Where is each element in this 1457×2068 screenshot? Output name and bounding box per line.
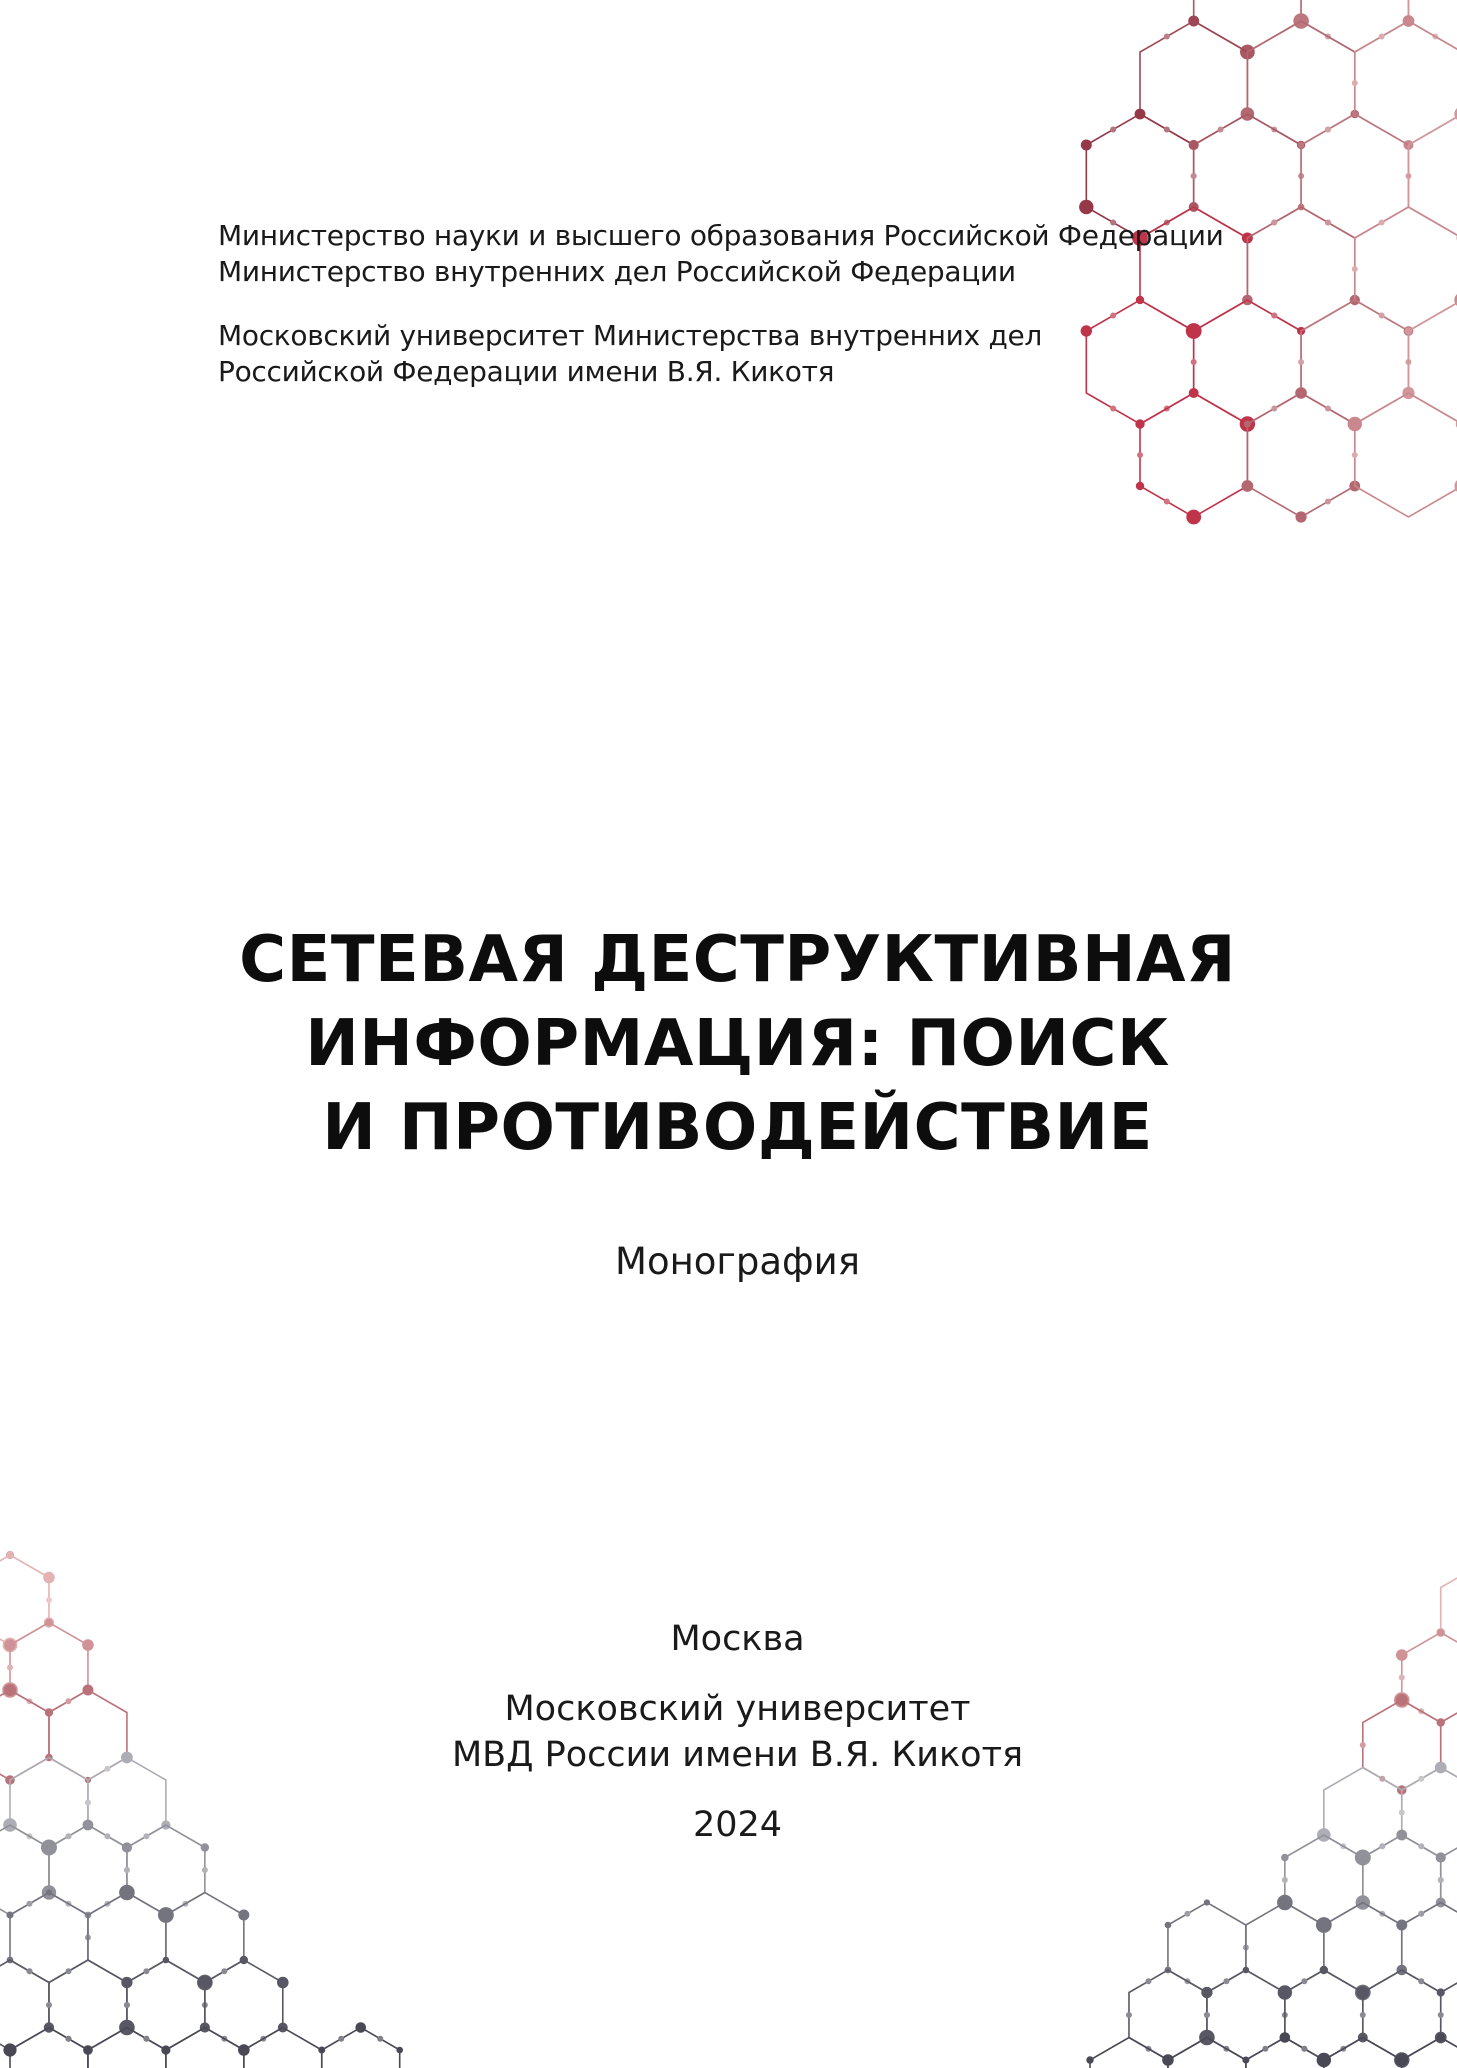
hexagon-cell bbox=[10, 2028, 88, 2068]
hexagon-cell bbox=[1402, 1903, 1457, 1993]
network-node bbox=[124, 1867, 130, 1873]
network-node bbox=[1437, 2033, 1445, 2041]
publisher-line-1: Московский университет bbox=[504, 1689, 971, 1729]
title-line-2: ИНФОРМАЦИЯ: ПОИСК bbox=[305, 1007, 1170, 1081]
network-node bbox=[1352, 111, 1358, 117]
network-node bbox=[199, 1977, 210, 1988]
network-node bbox=[1282, 1877, 1288, 1883]
network-node bbox=[26, 1968, 32, 1974]
hexagon-cell bbox=[166, 2028, 244, 2068]
title-line-3: И ПРОТИВОДЕЙСТВИЕ bbox=[322, 1091, 1153, 1165]
network-node bbox=[1164, 499, 1170, 505]
hexagon-cell bbox=[1408, 114, 1457, 238]
network-node bbox=[1356, 1986, 1369, 1999]
network-node bbox=[1298, 359, 1304, 365]
network-node bbox=[26, 1901, 32, 1907]
network-node bbox=[163, 1957, 170, 1964]
network-node bbox=[65, 1968, 71, 1974]
hexagon-cell bbox=[1247, 21, 1354, 145]
network-node bbox=[1352, 266, 1358, 272]
network-node bbox=[1145, 1978, 1151, 1984]
hexagon-cell bbox=[205, 1960, 283, 2050]
hexagon-cell bbox=[49, 1960, 127, 2050]
ministry-of-science-line: Министерство науки и высшего образования Российской Федерации bbox=[218, 219, 1224, 252]
network-node bbox=[355, 2022, 366, 2033]
university-line-1: Московский университет Министерства внутренних дел bbox=[218, 319, 1043, 352]
network-node bbox=[1164, 34, 1170, 40]
network-node bbox=[124, 2002, 130, 2008]
imprint bbox=[0, 1616, 1457, 1848]
hexagon-cell bbox=[1402, 2038, 1457, 2068]
network-node bbox=[238, 1910, 249, 1921]
publisher-line-2: МВД России имени В.Я. Кикотя bbox=[451, 1735, 1024, 1775]
hexagon-cell bbox=[1363, 1835, 1441, 1925]
network-node bbox=[1135, 419, 1144, 428]
network-node bbox=[1325, 499, 1331, 505]
network-node bbox=[1316, 1917, 1332, 1933]
network-node bbox=[1296, 388, 1307, 399]
network-node bbox=[1271, 220, 1277, 226]
network-node bbox=[1191, 173, 1197, 179]
network-node bbox=[46, 2002, 52, 2008]
network-node bbox=[162, 2046, 169, 2053]
hexagon-cell bbox=[244, 2028, 322, 2068]
network-node bbox=[1418, 1911, 1424, 1917]
network-node bbox=[6, 1551, 14, 1559]
hexagon-cell bbox=[1129, 1970, 1207, 2060]
network-node bbox=[338, 2036, 344, 2042]
network-node bbox=[1418, 1978, 1424, 1984]
hexagon-cell bbox=[127, 1960, 205, 2050]
network-node bbox=[1079, 200, 1093, 214]
hexagon-cell bbox=[1301, 300, 1408, 424]
network-node bbox=[1204, 1899, 1210, 1905]
hexagon-cell bbox=[1247, 393, 1354, 517]
network-node bbox=[1301, 1978, 1307, 1984]
hexagon-cell bbox=[1285, 1970, 1363, 2060]
network-node bbox=[1135, 109, 1146, 120]
network-node bbox=[1317, 2053, 1331, 2067]
book-title bbox=[0, 918, 1457, 1170]
network-node bbox=[1243, 1967, 1250, 1974]
hexagon-cell bbox=[1301, 0, 1408, 52]
network-node bbox=[1110, 127, 1116, 133]
network-node bbox=[1262, 2046, 1268, 2052]
network-node bbox=[1352, 452, 1358, 458]
network-node bbox=[7, 1912, 14, 1919]
hexagon-cell bbox=[1247, 207, 1354, 331]
network-node bbox=[1201, 1987, 1212, 1998]
network-node bbox=[1086, 2056, 1093, 2063]
network-node bbox=[1325, 127, 1331, 133]
network-node bbox=[1436, 1852, 1446, 1862]
network-node bbox=[221, 1968, 227, 1974]
hexagon-cell bbox=[322, 2028, 400, 2068]
hexagon-cell bbox=[1194, 0, 1301, 52]
university-line-2: Российской Федерации имени В.Я. Кикотя bbox=[218, 355, 835, 388]
network-node bbox=[1348, 417, 1362, 431]
network-node bbox=[1320, 1966, 1328, 1974]
hexagon-cell bbox=[166, 1893, 244, 1983]
hexagon-cell bbox=[1168, 1903, 1246, 1993]
hexagon-cell bbox=[1363, 1970, 1441, 2060]
network-node bbox=[1301, 2046, 1307, 2052]
ministry-of-internal-affairs-line: Министерство внутренних дел Российской Федерации bbox=[218, 255, 1016, 288]
network-node bbox=[1165, 1922, 1172, 1929]
network-node bbox=[1186, 510, 1201, 525]
network-node bbox=[1164, 127, 1170, 133]
hexagon-cell bbox=[1207, 1970, 1285, 2060]
network-node bbox=[202, 1867, 208, 1873]
network-node bbox=[46, 1597, 52, 1603]
network-node bbox=[1242, 2057, 1249, 2064]
hexagon-cell bbox=[1246, 1903, 1324, 1993]
hexagon-cell bbox=[1285, 1835, 1363, 1925]
network-node bbox=[46, 1889, 52, 1895]
network-node bbox=[3, 2043, 16, 2056]
network-node bbox=[1110, 406, 1116, 412]
network-node bbox=[1081, 140, 1092, 151]
hexagon-cell bbox=[0, 1960, 49, 2050]
hexagon-cell bbox=[10, 1893, 88, 1983]
network-node bbox=[1360, 2012, 1366, 2018]
year: 2024 bbox=[692, 1805, 783, 1845]
network-node bbox=[1438, 2012, 1444, 2018]
network-node bbox=[43, 1572, 55, 1584]
network-node bbox=[1379, 313, 1385, 319]
network-node bbox=[158, 1907, 174, 1923]
network-node bbox=[1379, 34, 1385, 40]
network-node bbox=[1241, 480, 1253, 492]
network-node bbox=[1189, 140, 1199, 150]
network-node bbox=[1184, 1911, 1190, 1917]
issuing-organizations bbox=[218, 218, 1258, 390]
hexagon-cell bbox=[1140, 393, 1247, 517]
network-node bbox=[1163, 2055, 1172, 2064]
network-node bbox=[1280, 2032, 1291, 2043]
network-node bbox=[1357, 1852, 1368, 1863]
network-node bbox=[240, 1956, 248, 1964]
network-node bbox=[1223, 1978, 1229, 1984]
network-node bbox=[1379, 220, 1385, 226]
network-node bbox=[1271, 406, 1277, 412]
network-node bbox=[65, 2036, 71, 2042]
network-node bbox=[143, 1968, 149, 1974]
hexagon-cell bbox=[1301, 114, 1408, 238]
network-node bbox=[1188, 16, 1199, 27]
city: Москва bbox=[670, 1619, 805, 1659]
network-node bbox=[1295, 511, 1306, 522]
network-node bbox=[1271, 313, 1277, 319]
network-node bbox=[1244, 421, 1251, 428]
hexagon-cell bbox=[1140, 21, 1247, 145]
network-node bbox=[1136, 482, 1144, 490]
network-node bbox=[121, 1977, 132, 1988]
network-node bbox=[1325, 406, 1331, 412]
hexagon-cell bbox=[1355, 393, 1457, 517]
network-node bbox=[1325, 220, 1331, 226]
network-node bbox=[318, 2047, 325, 2054]
network-node bbox=[377, 2036, 383, 2042]
network-node bbox=[1126, 2012, 1132, 2018]
network-node bbox=[1137, 452, 1143, 458]
network-node bbox=[119, 1885, 135, 1901]
hexagon-cell bbox=[1324, 1903, 1402, 1993]
network-node bbox=[1403, 15, 1415, 27]
network-node bbox=[277, 1977, 289, 1989]
network-node bbox=[143, 2036, 149, 2042]
network-node bbox=[239, 2045, 248, 2054]
publication-type: Монография bbox=[615, 1240, 860, 1283]
network-node bbox=[1298, 142, 1305, 149]
network-node bbox=[1281, 1854, 1289, 1862]
network-node bbox=[1438, 1877, 1444, 1883]
network-node bbox=[396, 2047, 403, 2054]
network-node bbox=[1277, 1895, 1293, 1911]
network-node bbox=[1352, 80, 1358, 86]
hexagon-cell bbox=[1408, 300, 1457, 424]
hexagon-cell bbox=[88, 1893, 166, 1983]
network-node bbox=[1204, 2012, 1210, 2018]
hexagon-cell bbox=[1090, 2038, 1168, 2068]
network-node bbox=[1395, 2054, 1408, 2067]
network-node bbox=[1279, 1987, 1290, 1998]
network-node bbox=[1218, 127, 1224, 133]
title-line-1: СЕТЕВАЯ ДЕСТРУКТИВНАЯ bbox=[239, 923, 1236, 997]
network-node bbox=[1405, 327, 1412, 334]
